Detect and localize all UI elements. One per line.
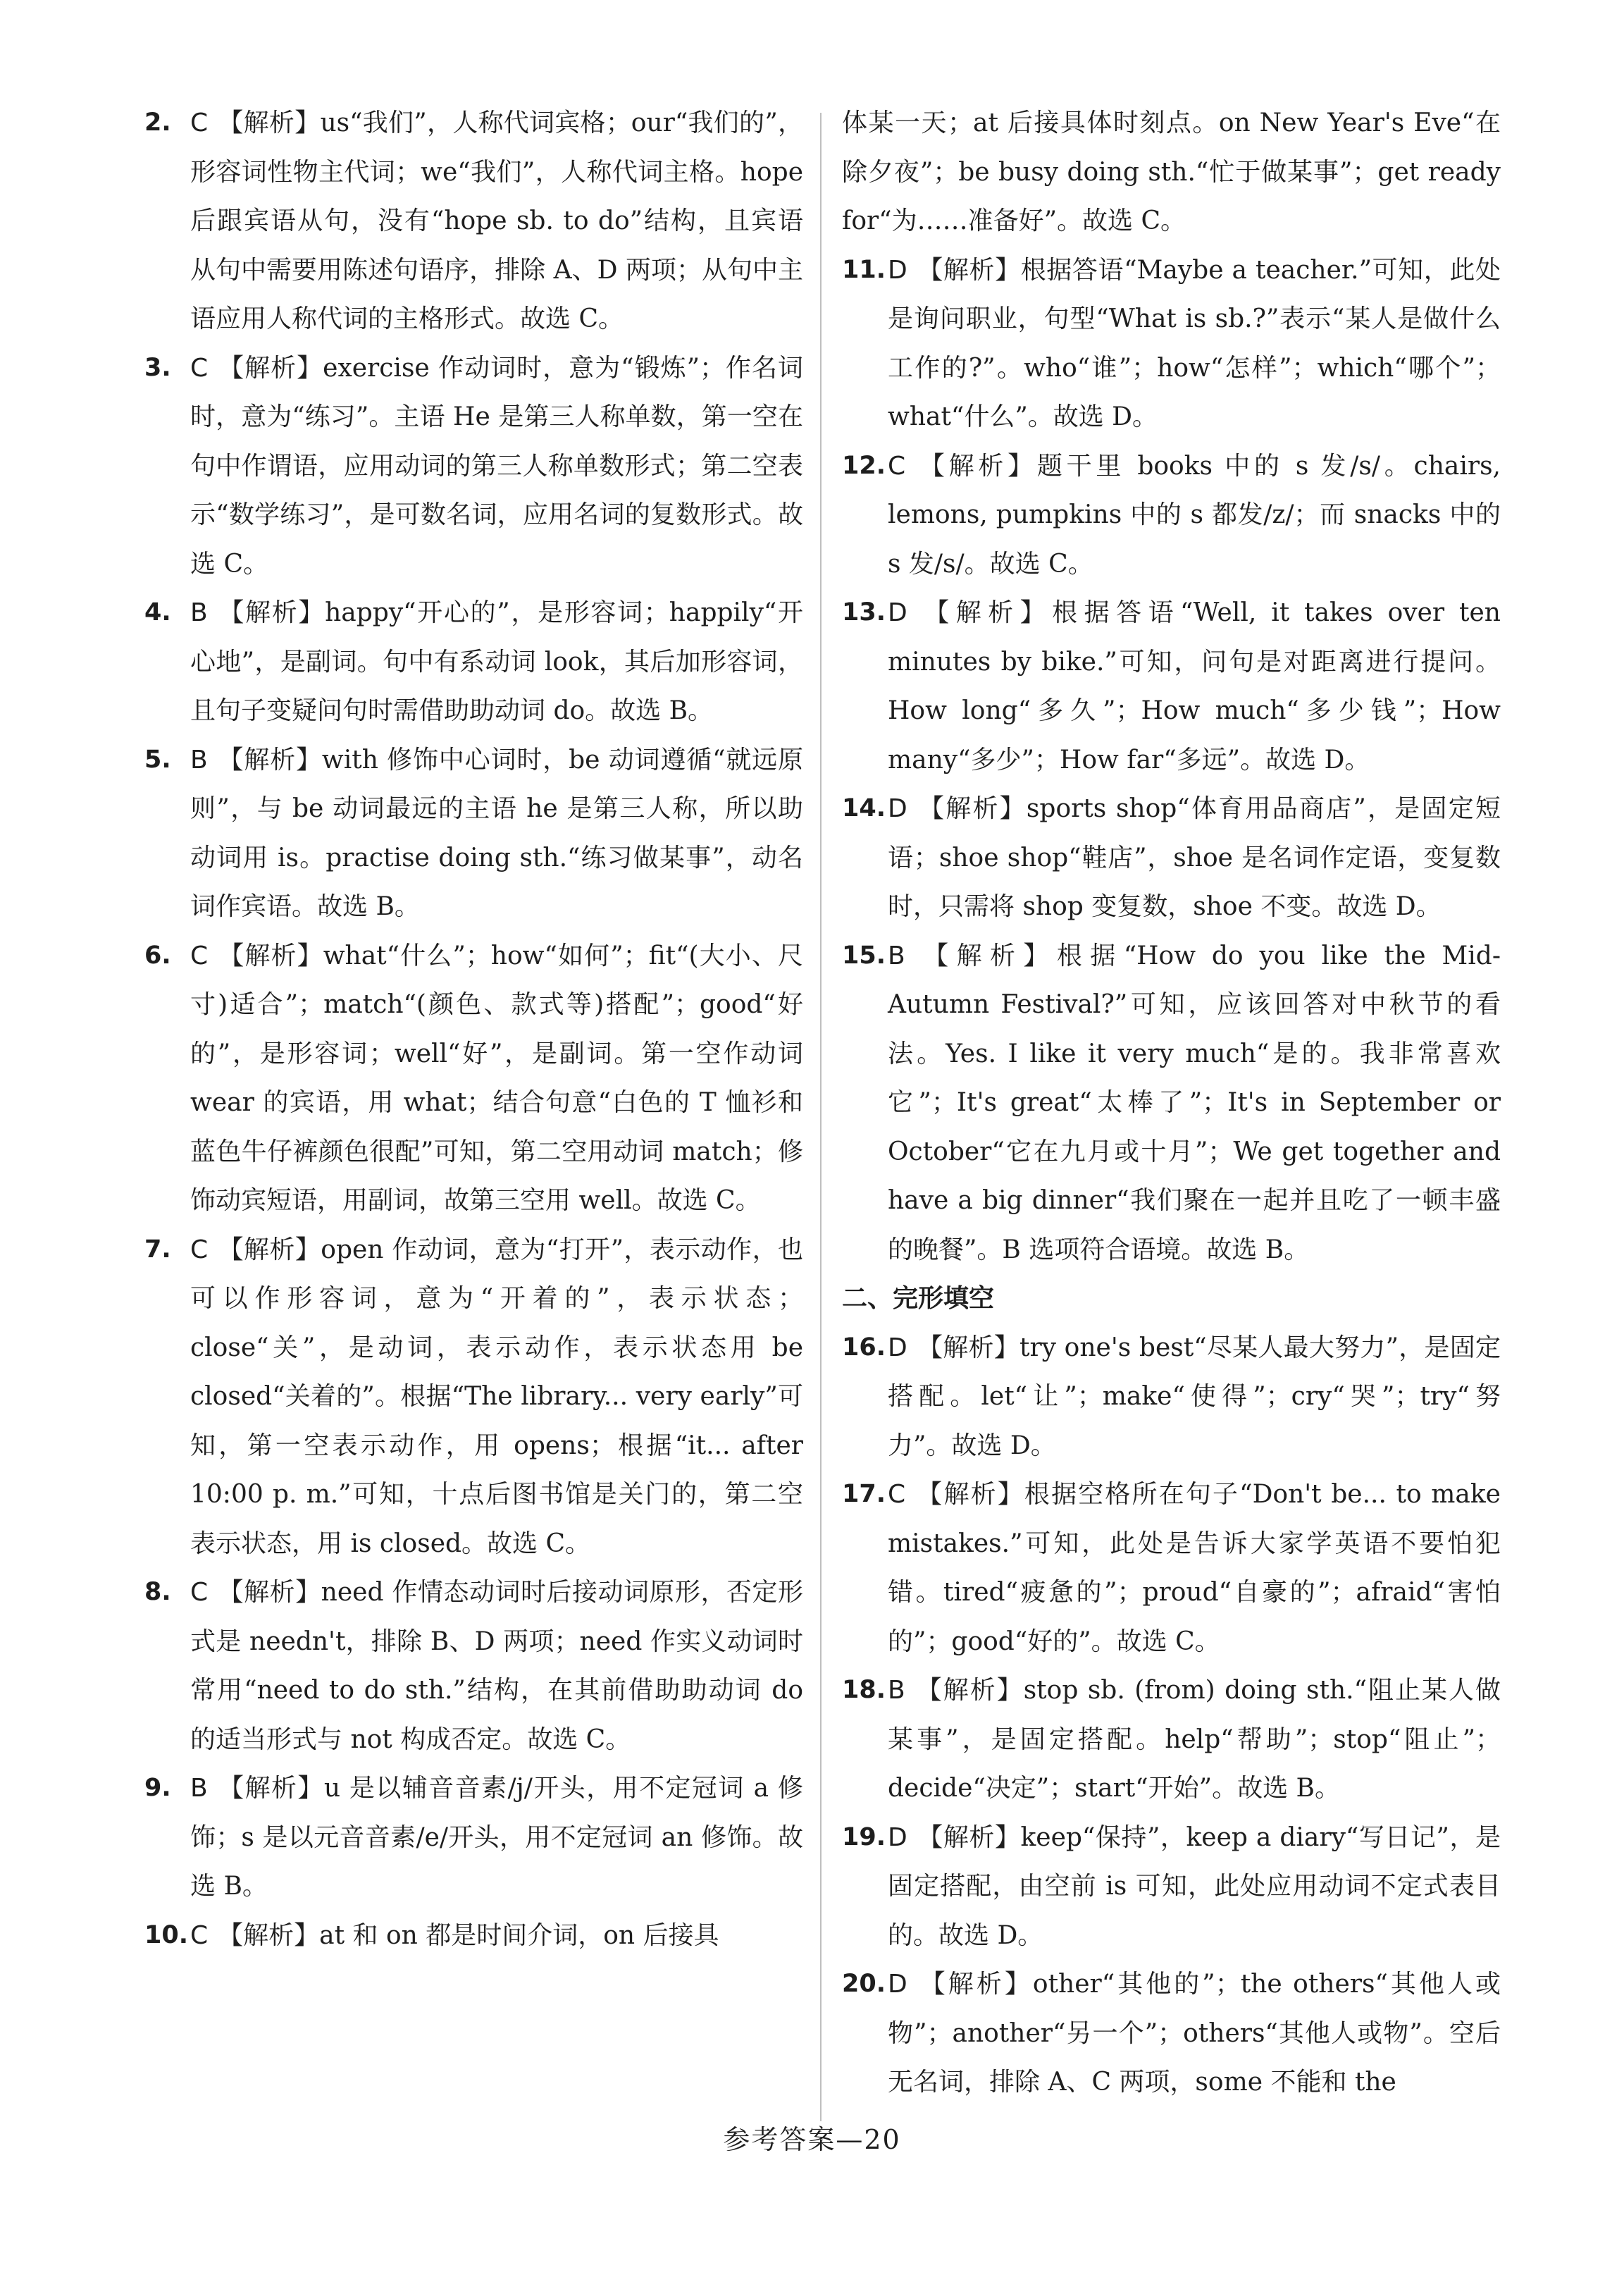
- item-answer: D: [888, 255, 907, 285]
- answer-item: [842, 1470, 1501, 1666]
- item-explanation: 【解析】sports shop“体育用品商店”，是固定短语；shoe shop“鞋店”，shoe 是名词作定语，变复数时，只需将 shop 变复数，shoe 不变。故选 D。: [888, 794, 1501, 921]
- item-answer: D: [888, 1970, 907, 1999]
- item-answer: B: [190, 598, 208, 627]
- answer-item: [842, 1666, 1501, 1813]
- answer-item: [144, 99, 803, 344]
- item-explanation: 【解析】题干里 books 中的 s 发/s/。chairs, lemons, pumpkins 中的 s 都发/z/；而 snacks 中的 s 发/s/。故选 C。: [888, 451, 1501, 579]
- page-footer: 参考答案—20: [723, 2124, 901, 2155]
- item-number: 3.: [144, 353, 171, 382]
- item-number: 7.: [144, 1235, 171, 1264]
- item-explanation: 【解析】exercise 作动词时，意为“锻炼”；作名词时，意为“练习”。主语 He 是第三人称单数，第一空在句中作谓语，应用动词的第三人称单数形式；第二空表示“数学练习”，是可数名词，应用名词的复数形式。故选 C。: [190, 353, 803, 579]
- answer-item: [842, 588, 1501, 784]
- item-number: 16.: [842, 1333, 886, 1362]
- right-items-group-b: [842, 1323, 1501, 2107]
- item-number: 6.: [144, 941, 171, 970]
- answer-item: [842, 1323, 1501, 1471]
- item-answer: B: [888, 1676, 905, 1705]
- answer-item: [144, 1568, 803, 1764]
- item-number: 18.: [842, 1676, 886, 1704]
- item-answer: D: [888, 1822, 907, 1852]
- item-answer: C: [190, 1235, 209, 1264]
- answer-item: [842, 1813, 1501, 1961]
- item-answer: C: [888, 1480, 906, 1509]
- item-answer: C: [190, 1578, 209, 1607]
- item-number: 14.: [842, 794, 886, 822]
- answer-item: [144, 588, 803, 736]
- answer-item: [144, 736, 803, 932]
- item-answer: C: [190, 1920, 209, 1950]
- answer-item: [842, 1960, 1501, 2107]
- item-answer: D: [888, 794, 907, 823]
- item-explanation: 【解析】keep“保持”，keep a diary“写日记”，是固定搭配，由空前 is 可知，此处应用动词不定式表目的。故选 D。: [888, 1822, 1501, 1950]
- right-items-group-a: [842, 246, 1501, 1275]
- item-number: 5.: [144, 745, 171, 774]
- answer-item: [144, 932, 803, 1226]
- item-answer: D: [888, 598, 907, 627]
- item-number: 12.: [842, 451, 886, 480]
- section-heading: 二、完形填空: [842, 1284, 995, 1313]
- item-number: 11.: [842, 255, 886, 284]
- item-explanation: 【解析】need 作情态动词时后接动词原形，否定形式是 needn't，排除 B、D 两项；need 作实义动词时常用“need to do sth.”结构，在其前借助助动词 do 的适当形式与 not 构成否定。故选 C。: [190, 1578, 803, 1754]
- answer-item: [842, 442, 1501, 589]
- answer-item: [144, 1226, 803, 1569]
- item-number: 9.: [144, 1774, 171, 1802]
- answer-item: [842, 932, 1501, 1275]
- answer-item: [842, 246, 1501, 442]
- item-explanation: 【解析】try one's best“尽某人最大努力”，是固定搭配。let“让”；make“使得”；cry“哭”；try“努力”。故选 D。: [888, 1333, 1501, 1460]
- column-divider: [820, 113, 822, 2121]
- left-column: [144, 99, 803, 1960]
- item-number: 13.: [842, 598, 886, 627]
- item-answer: B: [190, 1774, 208, 1803]
- item-explanation: 【解析】根据答语“Well, it takes over ten minutes by bike.”可知，问句是对距离进行提问。How long“多久”；How much“多少钱”；How many“多少”；How far“多远”。故选 D。: [888, 598, 1501, 775]
- item-number: 20.: [842, 1970, 886, 1998]
- item-answer: C: [190, 109, 209, 137]
- item-number: 8.: [144, 1578, 171, 1606]
- item-explanation: 【解析】根据“How do you like the Mid-Autumn Festival?”可知，应该回答对中秋节的看法。Yes. I like it very much“是的。我非常喜欢它”；It's great“太棒了”；It's in September or October“它在九月或十月”；We get together and have a big dinner“我们聚在一起并且吃了一顿丰盛的晚餐”。B 选项符合语境。故选 B。: [888, 941, 1501, 1264]
- item-number: 19.: [842, 1822, 886, 1851]
- item-number: 4.: [144, 598, 171, 627]
- continued-explanation: 体某一天；at 后接具体时刻点。on New Year's Eve“在除夕夜”；be busy doing sth.“忙于做某事”；get ready for“为……准备好”。故选 C。: [842, 109, 1501, 235]
- item-answer: B: [190, 745, 208, 775]
- item-answer: C: [888, 451, 906, 481]
- item-explanation: 【解析】根据答语“Maybe a teacher.”可知，此处是询问职业，句型“What is sb.?”表示“某人是做什么工作的?”。who“谁”；how“怎样”；which“哪个”；what“什么”。故选 D。: [888, 255, 1501, 431]
- item-explanation: 【解析】us“我们”，人称代词宾格；our“我们的”，形容词性物主代词；we“我们”，人称代词主格。hope 后跟宾语从句，没有“hope sb. to do”结构，且宾语从句中需要用陈述句语序，排除 A、D 两项；从句中主语应用人称代词的主格形式。故选 C。: [190, 109, 803, 333]
- item-answer: D: [888, 1333, 907, 1362]
- item-explanation: 【解析】u 是以辅音音素/j/开头，用不定冠词 a 修饰；s 是以元音音素/e/开头，用不定冠词 an 修饰。故选 B。: [190, 1774, 803, 1901]
- item-answer: C: [190, 941, 209, 970]
- item-explanation: 【解析】at 和 on 都是时间介词，on 后接具: [218, 1920, 719, 1950]
- item-number: 10.: [144, 1920, 189, 1949]
- item-explanation: 【解析】with 修饰中心词时，be 动词遵循“就远原则”，与 be 动词最远的主语 he 是第三人称，所以助动词用 is。practise doing sth.“练习做某事”，动名词作宾语。故选 B。: [190, 745, 803, 921]
- answer-item: [842, 784, 1501, 932]
- item-number: 17.: [842, 1480, 886, 1508]
- item-number: 15.: [842, 941, 886, 970]
- item-explanation: 【解析】what“什么”；how“如何”；fit“(大小、尺寸)适合”；match“(颜色、款式等)搭配”；good“好的”，是形容词；well“好”，是副词。第一空作动词 wear 的宾语，用 what；结合句意“白色的 T 恤衫和蓝色牛仔裤颜色很配”可知，第二空用动词 match；修饰动宾短语，用副词，故第三空用 well。故选 C。: [190, 941, 803, 1215]
- answer-item: [144, 1764, 803, 1911]
- item-answer: C: [190, 353, 209, 383]
- item-explanation: 【解析】根据空格所在句子“Don't be... to make mistakes.”可知，此处是告诉大家学英语不要怕犯错。tired“疲惫的”；proud“自豪的”；afraid“害怕的”；good“好的”。故选 C。: [888, 1480, 1501, 1656]
- item-explanation: 【解析】happy“开心的”，是形容词；happily“开心地”，是副词。句中有系动词 look，其后加形容词，且句子变疑问句时需借助助动词 do。故选 B。: [190, 598, 803, 725]
- item-number: 2.: [144, 109, 171, 137]
- item-answer: B: [888, 941, 905, 970]
- answer-item: [144, 344, 803, 589]
- right-column: [842, 99, 1501, 2107]
- answer-item: [144, 1911, 803, 1961]
- item-explanation: 【解析】open 作动词，意为“打开”，表示动作，也可以作形容词，意为“开着的”，表示状态；close“关”，是动词，表示动作，表示状态用 be closed“关着的”。根据“The library... very early”可知，第一空表示动作，用 opens；根据“it... after 10:00 p. m.”可知，十点后图书馆是关门的，第二空表示状态，用 is closed。故选 C。: [190, 1235, 803, 1558]
- item-explanation: 【解析】stop sb. (from) doing sth.“阻止某人做某事”，是固定搭配。help“帮助”；stop“阻止”；decide“决定”；start“开始”。故选 B。: [888, 1676, 1501, 1803]
- item-explanation: 【解析】other“其他的”；the others“其他人或物”；another“另一个”；others“其他人或物”。空后无名词，排除 A、C 两项，some 不能和 the: [888, 1970, 1501, 2097]
